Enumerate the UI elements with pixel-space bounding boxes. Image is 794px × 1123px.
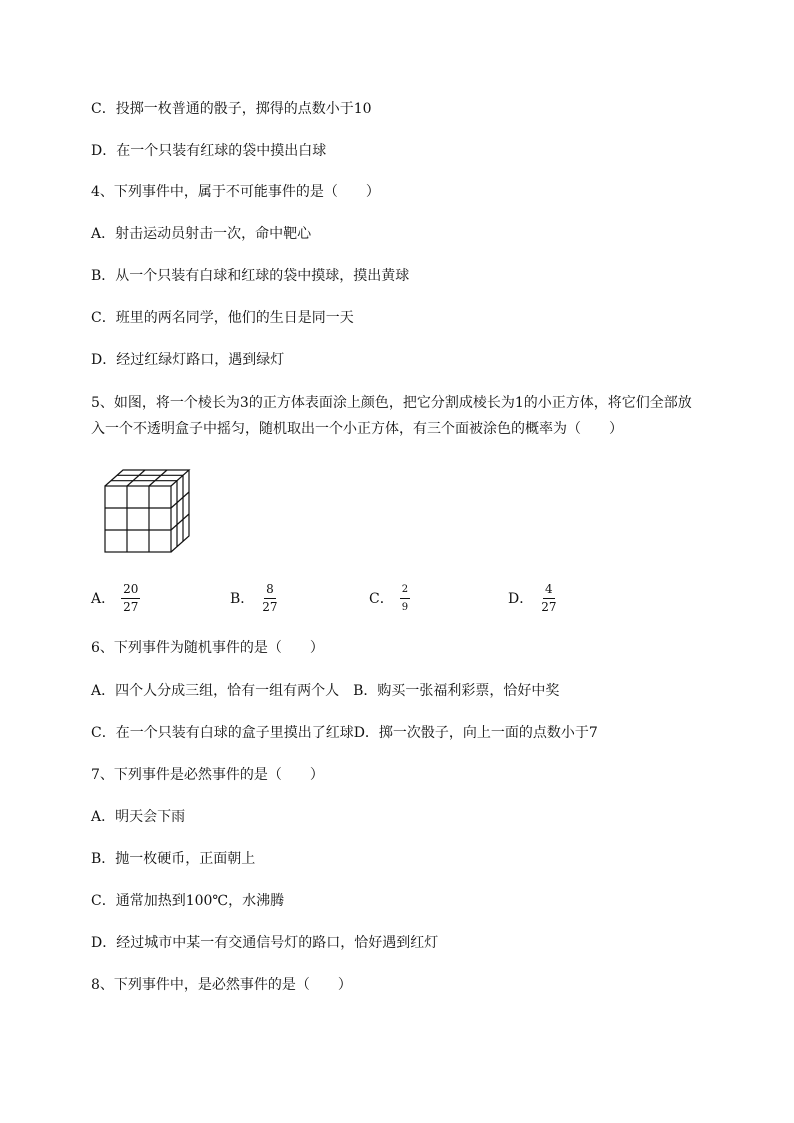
fraction-denominator: 27 (123, 599, 139, 614)
q5-option-d (508, 578, 559, 618)
q5-option-a-fraction (121, 583, 140, 614)
q5-option-b-label: B． (230, 591, 255, 607)
q4-option-c: C．班里的两名同学，他们的生日是同一天 (91, 310, 354, 326)
q3-option-d: D．在一个只装有红球的袋中摸出白球 (91, 143, 327, 159)
q5-option-c (369, 578, 410, 618)
q7-option-b: B．抛一枚硬币，正面朝上 (91, 851, 256, 867)
q4-option-d: D．经过红绿灯路口，遇到绿灯 (91, 352, 285, 368)
q5-option-c-label: C． (369, 591, 394, 607)
q7-option-a: A．明天会下雨 (91, 809, 186, 825)
question-5-line-1: 5、如图，将一个棱长为3的正方体表面涂上颜色，把它分割成棱长为1的小正方体，将它们全部放 (91, 395, 692, 411)
q5-option-a (91, 578, 140, 618)
cube-figure (101, 466, 193, 556)
fraction-denominator: 27 (541, 599, 557, 614)
q5-option-a-label: A． (91, 591, 116, 607)
q4-option-a: A．射击运动员射击一次，命中靶心 (91, 226, 312, 242)
q6-options-cd: C．在一个只装有白球的盒子里摸出了红球D．掷一次骰子，向上一面的点数小于7 (91, 725, 598, 741)
q5-option-b-fraction (260, 583, 279, 614)
fraction-numerator: 2 (400, 583, 410, 599)
q5-option-b (230, 578, 280, 618)
q5-option-d-label: D． (508, 591, 534, 607)
question-6: 6、下列事件为随机事件的是（ ） (91, 640, 324, 656)
q5-options (91, 578, 711, 618)
question-8: 8、下列事件中，是必然事件的是（ ） (91, 977, 352, 993)
q3-option-c: C．投掷一枚普通的骰子，掷得的点数小于10 (91, 101, 372, 117)
q7-option-c: C．通常加热到100℃，水沸腾 (91, 893, 285, 909)
fraction-numerator: 20 (121, 583, 140, 599)
question-4: 4、下列事件中，属于不可能事件的是（ ） (91, 184, 380, 200)
fraction-denominator: 27 (262, 599, 278, 614)
q5-option-d-fraction (539, 583, 558, 614)
fraction-numerator: 8 (264, 583, 276, 599)
q5-option-c-fraction (400, 583, 410, 614)
q4-option-b: B．从一个只装有白球和红球的袋中摸球，摸出黄球 (91, 268, 410, 284)
question-7: 7、下列事件是必然事件的是（ ） (91, 767, 324, 783)
question-5-line-2: 入一个不透明盒子中摇匀，随机取出一个小正方体，有三个面被涂色的概率为（ ） (91, 421, 623, 437)
q7-option-d: D．经过城市中某一有交通信号灯的路口，恰好遇到红灯 (91, 935, 439, 951)
q6-options-ab: A．四个人分成三组，恰有一组有两个人 B．购买一张福利彩票，恰好中奖 (91, 683, 560, 699)
fraction-denominator: 9 (401, 601, 409, 613)
fraction-numerator: 4 (543, 583, 555, 599)
